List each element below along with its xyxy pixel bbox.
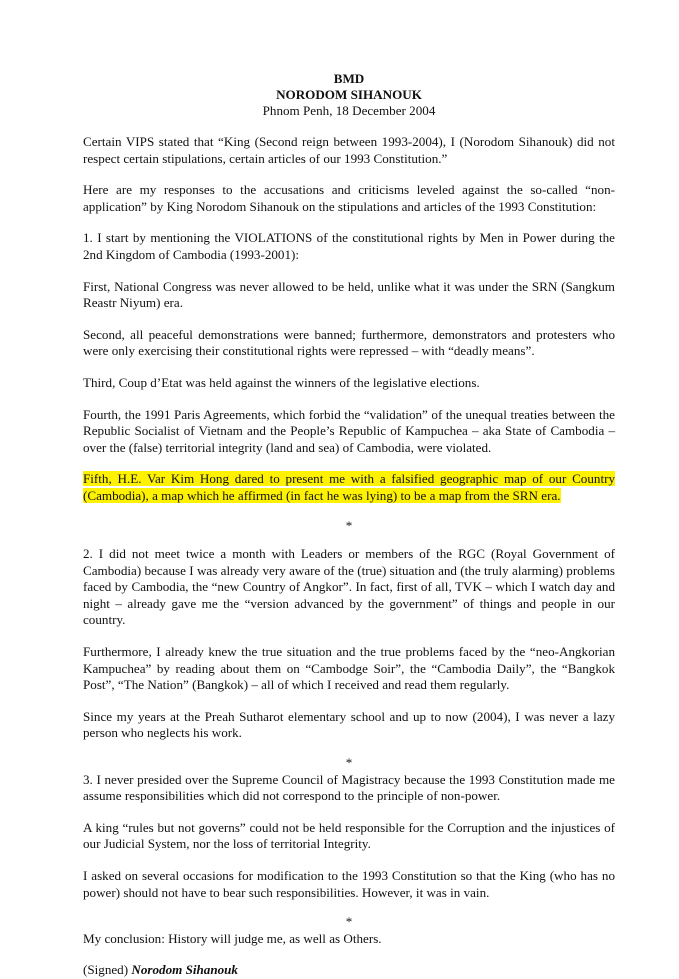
section-separator: * bbox=[345, 755, 353, 771]
header-place-date: Phnom Penh, 18 December 2004 bbox=[262, 103, 436, 118]
paragraph-point-1: 1. I start by mentioning the VIOLATIONS of the constitutional rights by Men in Power during the 2nd Kingdom of Cambodia (1993-2001): bbox=[83, 230, 615, 262]
paragraph-second: Second, all peaceful demonstrations were banned; furthermore, demonstrators and protesters who were only exercising their constitutional rights were repressed – with “deadly means”. bbox=[83, 326, 615, 359]
header-author: NORODOM SIHANOUK bbox=[276, 87, 422, 102]
paragraph-modification: I asked on several occasions for modification to the 1993 Constitution so that the King (who has no power) should not have to bear such responsibilities. However, it was in vain. bbox=[83, 868, 615, 900]
paragraph-intro: Certain VIPS stated that “King (Second reign between 1993-2004), I (Norodom Sihanouk) did not respect certain stipulations, certain articles of our 1993 Constitution.” bbox=[83, 134, 615, 166]
paragraph-furthermore: Furthermore, I already knew the true situation and the true problems faced by the “neo-Angkorian Kampuchea” by reading about them on “Cambodge Soir”, the “Cambodia Daily”, the “Bangkok Post”, “The Nation” (Bangkok) – all of which I received and read them regularly. bbox=[83, 644, 615, 693]
paragraph-fifth-highlighted bbox=[83, 471, 615, 504]
section-separator: * bbox=[345, 517, 353, 533]
paragraph-since: Since my years at the Preah Sutharot elementary school and up to now (2004), I was never a lazy person who neglects his work. bbox=[83, 708, 615, 741]
letter-header bbox=[83, 71, 615, 119]
paragraph-fourth: Fourth, the 1991 Paris Agreements, which forbid the “validation” of the unequal treaties between the Republic Socialist of Vietnam and the People’s Republic of Kampuchea – aka State of Cambodia – over the (false) territorial integrity (land and sea) of Cambodia, were violated. bbox=[83, 406, 615, 455]
signature-prefix: (Signed) bbox=[83, 962, 132, 978]
header-initials: BMD bbox=[333, 71, 365, 86]
highlight-mark: Fifth, H.E. Var Kim Hong dared to present me with a falsified geographic map of our Country (Cambodia), a map which he affirmed (in fact he was lying) to be a map from the SRN era. bbox=[83, 471, 615, 503]
paragraph-third: Third, Coup d’Etat was held against the winners of the legislative elections. bbox=[83, 374, 480, 390]
signature-name: Norodom Sihanouk bbox=[131, 962, 238, 978]
paragraph-king-rules: A king “rules but not governs” could not be held responsible for the Corruption and the injustices of our Judicial System, nor the loss of territorial Integrity. bbox=[83, 819, 615, 852]
paragraph-responses: Here are my responses to the accusations and criticisms leveled against the so-called “non-application” by King Norodom Sihanouk on the stipulations and articles of the 1993 Constitution: bbox=[83, 182, 615, 214]
paragraph-point-2: 2. I did not meet twice a month with Leaders or members of the RGC (Royal Government of Cambodia) because I was already very aware of the (true) situation and (the truly alarming) problems faced by Cambodia, the “new Country of Angkor”. In fact, first of all, TVK – which I watch day and night – already gave me the “version advanced by the government” of things and people in our country. bbox=[83, 546, 615, 628]
paragraph-point-3: 3. I never presided over the Supreme Council of Magistracy because the 1993 Constitution made me assume responsibilities which did not correspond to the principle of non-power. bbox=[83, 771, 615, 804]
signature-line bbox=[83, 962, 615, 979]
paragraph-first: First, National Congress was never allowed to be held, unlike what it was under the SRN (Sangkum Reastr Niyum) era. bbox=[83, 278, 615, 311]
section-separator: * bbox=[345, 914, 353, 930]
paragraph-conclusion: My conclusion: History will judge me, as well as Others. bbox=[83, 930, 382, 946]
